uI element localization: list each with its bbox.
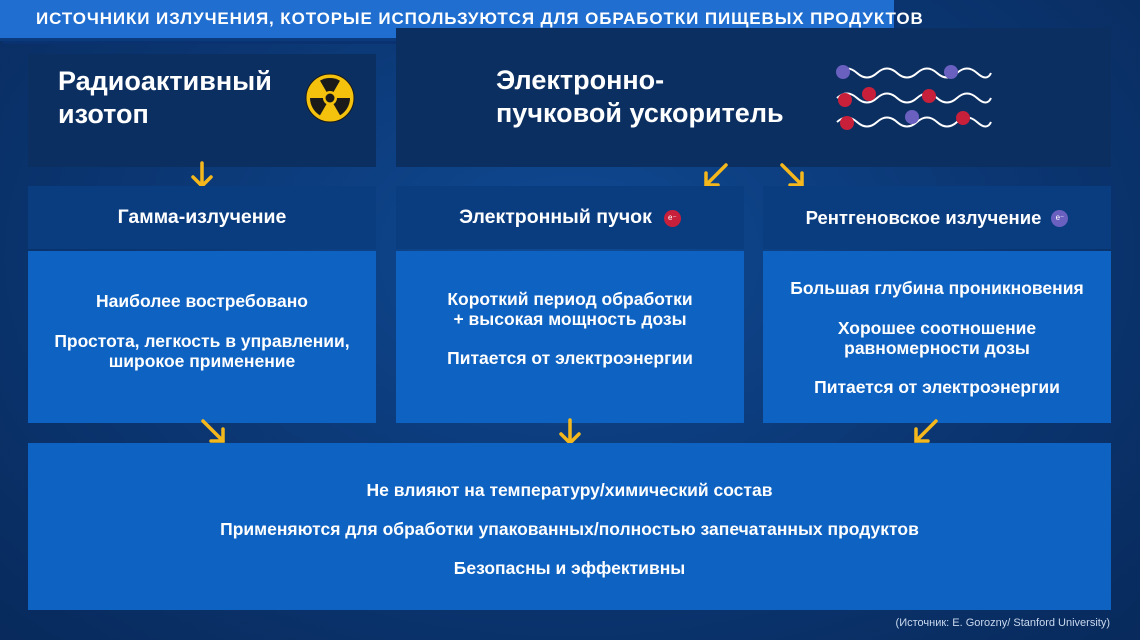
gamma-line-3: широкое применение bbox=[108, 351, 296, 371]
electron-symbol: e⁻ bbox=[668, 213, 677, 222]
electron-red-icon bbox=[664, 210, 681, 227]
accelerator-title-line2: пучковой ускоритель bbox=[496, 98, 784, 128]
common-properties-panel bbox=[28, 443, 1111, 610]
gamma-title: Гамма-излучение bbox=[117, 206, 287, 228]
gamma-line-2: Простота, легкость в управлении, bbox=[54, 331, 350, 351]
xray-body bbox=[763, 251, 1111, 423]
isotope-title-line2: изотоп bbox=[58, 99, 149, 129]
electron-beam-line-2: + высокая мощность дозы bbox=[453, 309, 687, 329]
xray-line-2: Хорошее соотношение bbox=[837, 318, 1037, 338]
electron-beam-title: Электронный пучок bbox=[459, 206, 652, 228]
isotope-title bbox=[58, 65, 272, 131]
xray-line-3: равномерности дозы bbox=[844, 338, 1030, 358]
common-line-3: Безопасны и эффективны bbox=[453, 558, 686, 578]
isotope-title-line1: Радиоактивный bbox=[58, 66, 272, 96]
gamma-body bbox=[28, 251, 376, 423]
radiation-icon bbox=[305, 73, 355, 123]
accelerator-title bbox=[496, 64, 784, 130]
source-note: (Источник: E. Gorozny/ Stanford University) bbox=[895, 617, 1110, 629]
xray-line-4: Питается от электроэнергии bbox=[814, 377, 1060, 397]
gamma-header bbox=[28, 186, 376, 249]
common-line-2: Применяются для обработки упакованных/полностью запечатанных продуктов bbox=[220, 519, 919, 539]
page-title: ИСТОЧНИКИ ИЗЛУЧЕНИЯ, КОТОРЫЕ ИСПОЛЬЗУЮТСЯ ДЛЯ ОБРАБОТКИ ПИЩЕВЫХ ПРОДУКТОВ bbox=[36, 9, 924, 28]
electron-waves-icon bbox=[829, 60, 999, 150]
accelerator-title-line1: Электронно- bbox=[496, 65, 665, 95]
xray-title: Рентгеновское излучение bbox=[805, 206, 1042, 228]
electron-symbol: e⁻ bbox=[1055, 213, 1065, 222]
electron-purple-icon bbox=[1051, 210, 1068, 227]
accelerator-source-panel bbox=[396, 28, 1111, 167]
electron-beam-header bbox=[396, 186, 744, 249]
isotope-source-panel bbox=[28, 54, 376, 167]
electron-beam-line-3: Питается от электроэнергии bbox=[447, 348, 693, 368]
xray-line-1: Большая глубина проникновения bbox=[790, 278, 1084, 298]
xray-header bbox=[763, 186, 1111, 249]
electron-beam-body bbox=[396, 251, 744, 423]
electron-beam-line-1: Короткий период обработки bbox=[447, 289, 693, 309]
gamma-line-1: Наиболее востребовано bbox=[96, 291, 308, 311]
common-line-1: Не влияют на температуру/химический состав bbox=[366, 480, 773, 500]
